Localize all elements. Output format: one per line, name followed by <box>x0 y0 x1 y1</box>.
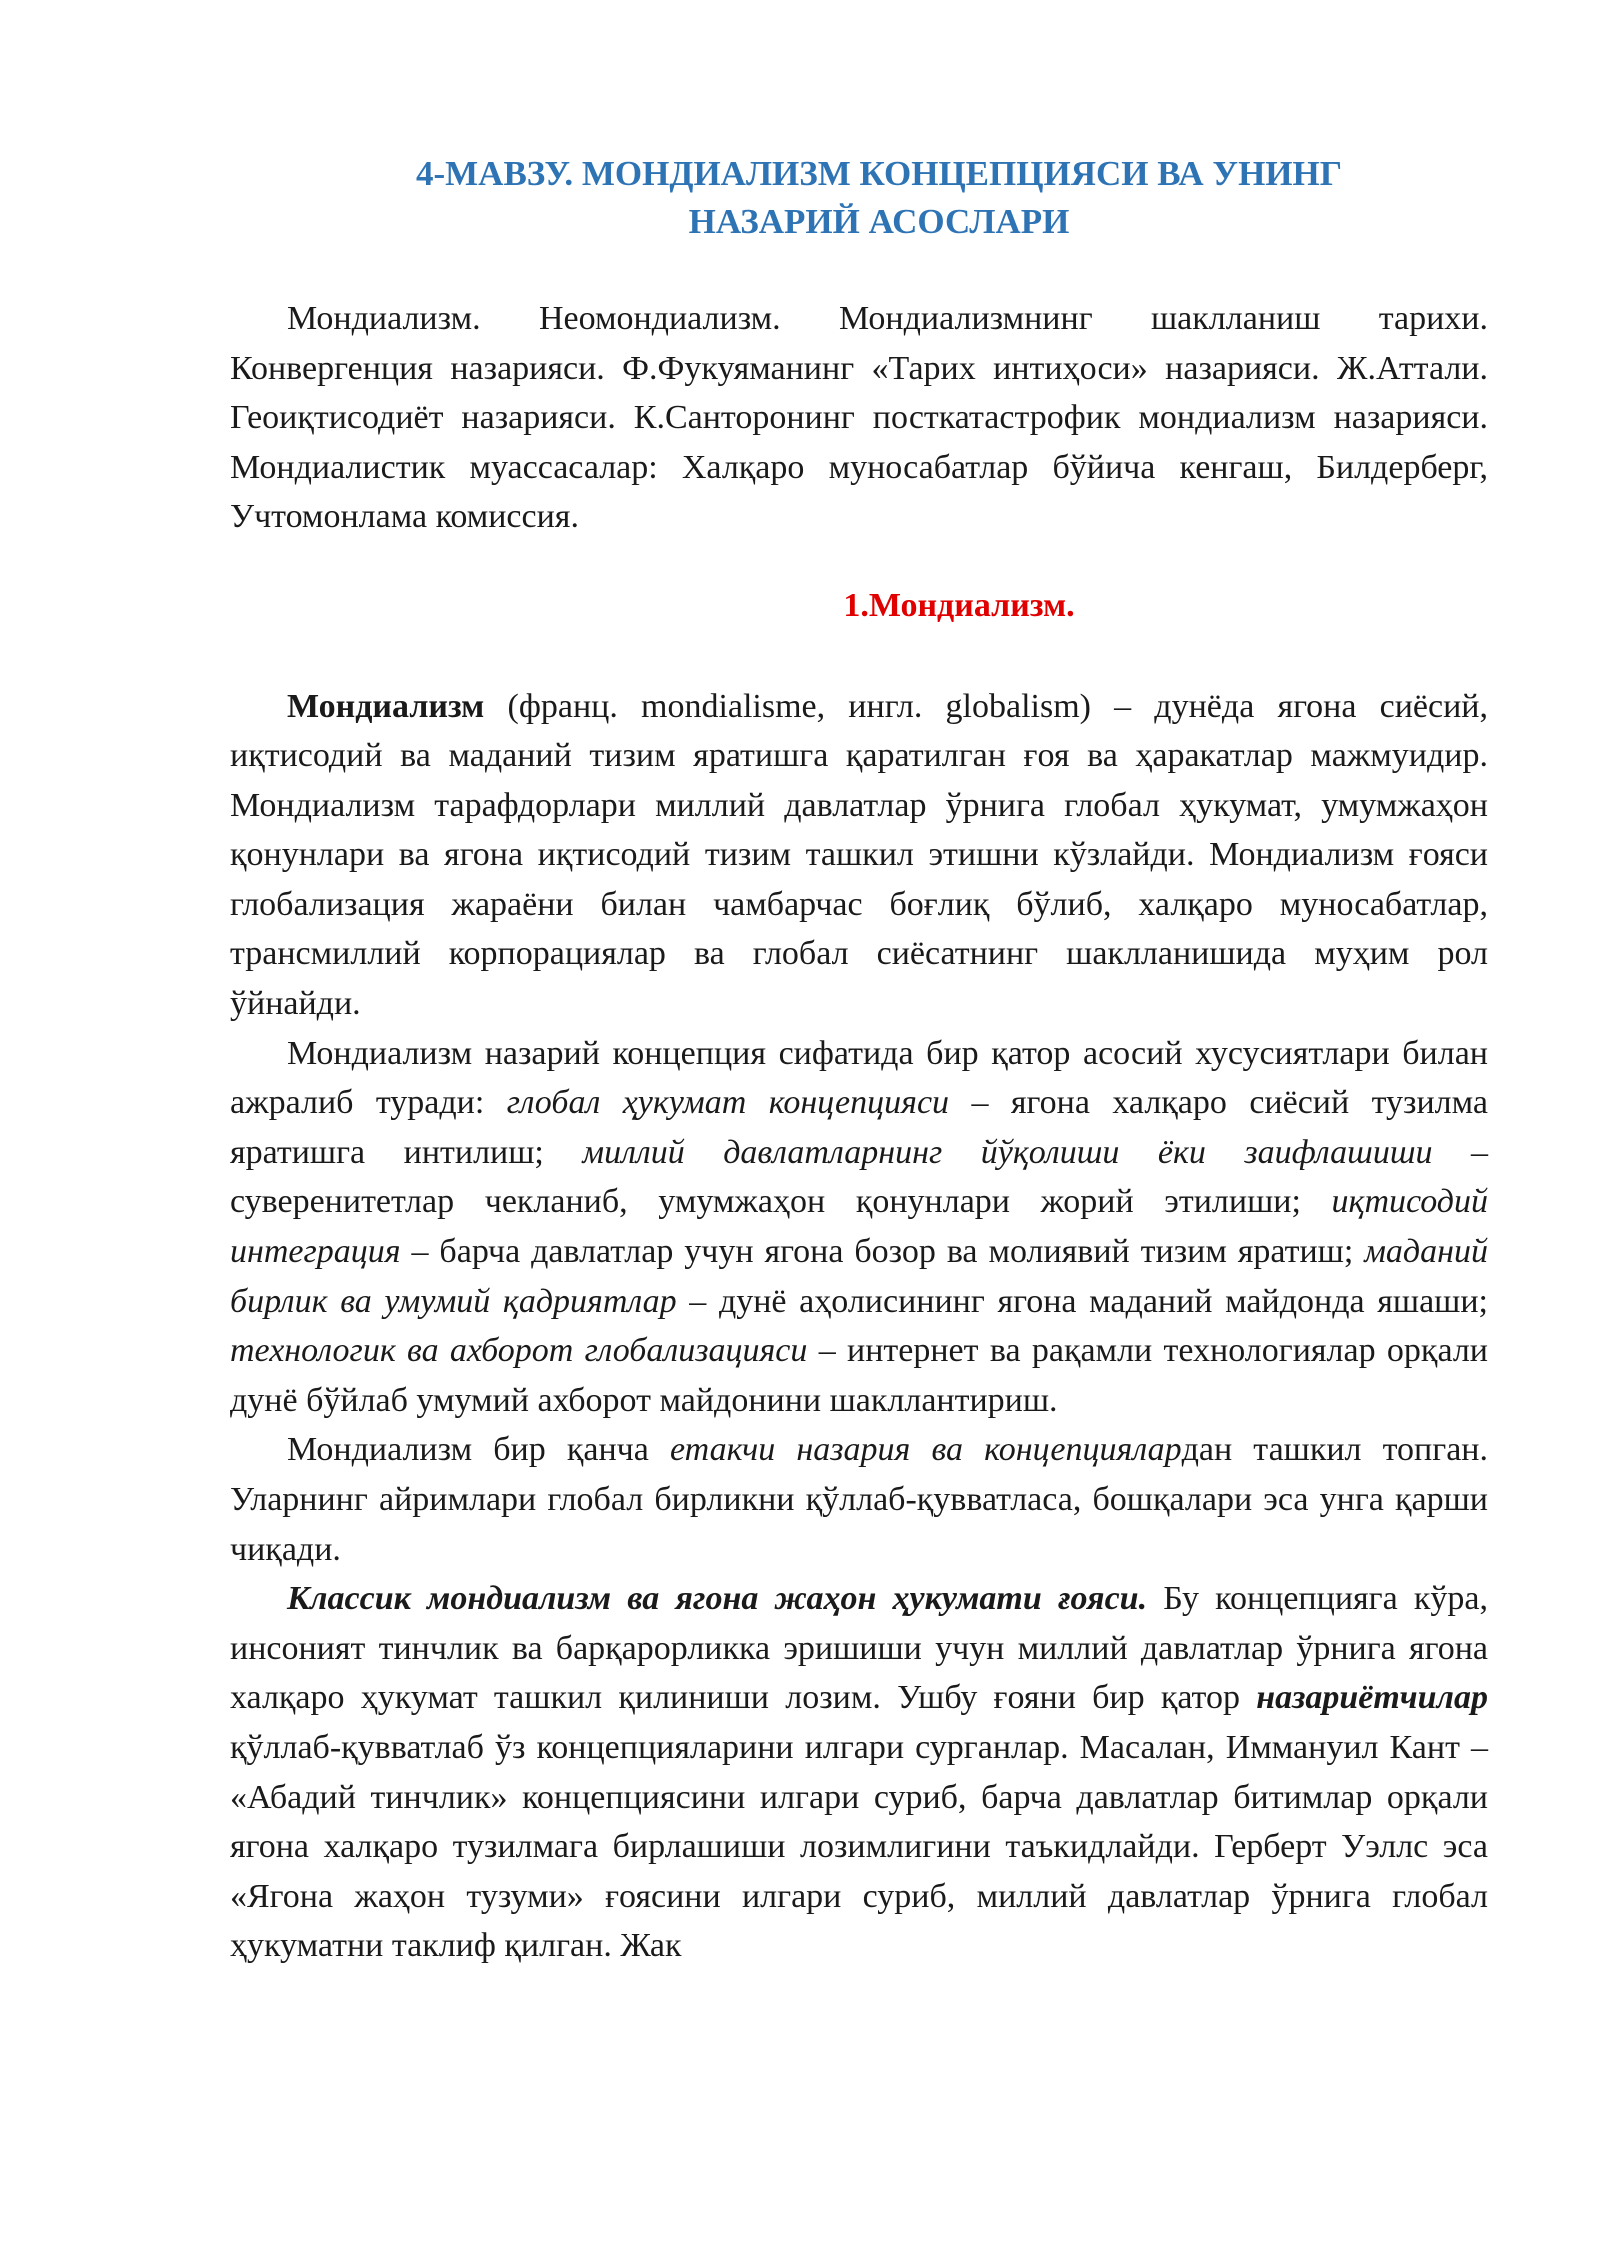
paragraph-text: – барча давлатлар учун ягона бозор ва молиявий тизим яратиш; <box>400 1233 1365 1271</box>
paragraph-text: – ягона халқаро сиёсий тузилма яратишга интилиш; <box>230 1084 1488 1171</box>
paragraph-theories <box>230 1425 1488 1574</box>
paragraph-text: қўллаб-қувватлаб ўз концепцияларини илгари сурганлар. Масалан, Иммануил Кант – «Абадий тинчлик» концепциясини илгари суриб, барча давлатлар битимлар орқали ягона халқаро тузилмага бирлашиши лозимлигини таъкидлайди. Герберт Уэллс эса «Ягона жаҳон тузуми» ғоясини илгари суриб, миллий давлатлар ўрнига глобал ҳукуматни таклиф қилган. Жак <box>230 1728 1488 1965</box>
term-bold: Мондиализм <box>287 687 485 725</box>
italic-phrase: иқтисодий интеграция <box>230 1183 1488 1271</box>
italic-phrase: технологик ва ахборот глобализацияси <box>230 1332 808 1370</box>
italic-phrase: миллий давлатларнинг йўқолиши ёки заифлашиши <box>582 1133 1433 1171</box>
paragraph-features <box>230 1029 1488 1426</box>
document-title-line-1: 4-МАВЗУ. МОНДИАЛИЗМ КОНЦЕПЦИЯСИ ВА УНИНГ <box>415 154 1343 193</box>
topic-summary: Мондиализм. Неомондиализм. Мондиализмнинг шаклланиш тарихи. Конвергенция назарияси. Ф.Фукуяманинг «Тарих интиҳоси» назарияси. Ж.Аттали. Геоиқтисодиёт назарияси. К.Санторонинг посткатастрофик мондиализм назарияси. Мондиалистик муассасалар: Халқаро муносабатлар бўйича кенгаш, Билдерберг, Учтомонлама комиссия. <box>230 300 1488 535</box>
paragraph-definition <box>230 682 1488 1029</box>
bold-italic-phrase: Классик мондиализм ва ягона жаҳон ҳукумати ғояси. <box>287 1580 1148 1618</box>
paragraph-text: Бу концепцияга кўра, инсоният тинчлик ва барқарорликка эришиши учун миллий давлатлар ўрнига ягона халқаро ҳукумат ташкил қилиниши лозим. Ушбу ғояни бир қатор <box>230 1580 1488 1717</box>
paragraph-text: Мондиализм назарий концепция сифатида бир қатор асосий хусусиятлари билан ажралиб туради: <box>230 1034 1488 1122</box>
bold-italic-phrase: назариётчилар <box>1256 1679 1488 1717</box>
paragraph-text: (франц. mondialisme, ингл. globalism) – дунёда ягона сиёсий, иқтисодий ва маданий тизим яратишга қаратилган ғоя ва ҳаракатлар мажмуидир. Мондиализм тарафдорлари миллий давлатлар ўрнига глобал ҳукумат, умумжаҳон қонунлари ва ягона иқтисодий тизим ташкил этишни кўзлайди. Мондиализм ғояси глобализация жараёни билан чамбарчас боғлиқ бўлиб, халқаро муносабатлар, трансмиллий корпорациялар ва глобал сиёсатнинг шаклланишида муҳим рол ўйнайди. <box>230 687 1488 1023</box>
document-page <box>230 150 1488 1971</box>
document-title-line-2: НАЗАРИЙ АСОСЛАРИ <box>688 202 1070 241</box>
paragraph-text: дан ташкил топган. Уларнинг айримлари глобал бирликни қўллаб-қувватласа, бошқалари эса унга қарши чиқади. <box>230 1431 1488 1568</box>
body-text <box>230 682 1488 1971</box>
document-title <box>230 150 1488 246</box>
paragraph-text: Мондиализм бир қанча <box>287 1431 670 1469</box>
italic-phrase: глобал ҳукумат концепцияси <box>506 1084 950 1122</box>
italic-phrase: маданий бирлик ва умумий қадриятлар <box>230 1233 1488 1320</box>
paragraph-classic-mondialism <box>230 1574 1488 1971</box>
italic-phrase: етакчи назария ва концепциялар <box>669 1431 1182 1469</box>
section-heading: 1.Мондиализм. <box>843 586 1075 624</box>
paragraph-text: – интернет ва рақамли технологиялар орқали дунё бўйлаб умумий ахборот майдонини шакллантириш. <box>230 1332 1489 1419</box>
paragraph-text: – дунё аҳолисининг ягона маданий майдонда яшаши; <box>676 1282 1488 1320</box>
paragraph-text: – суверенитетлар чекланиб, умумжаҳон қонунлари жорий этилиши; <box>230 1133 1489 1221</box>
